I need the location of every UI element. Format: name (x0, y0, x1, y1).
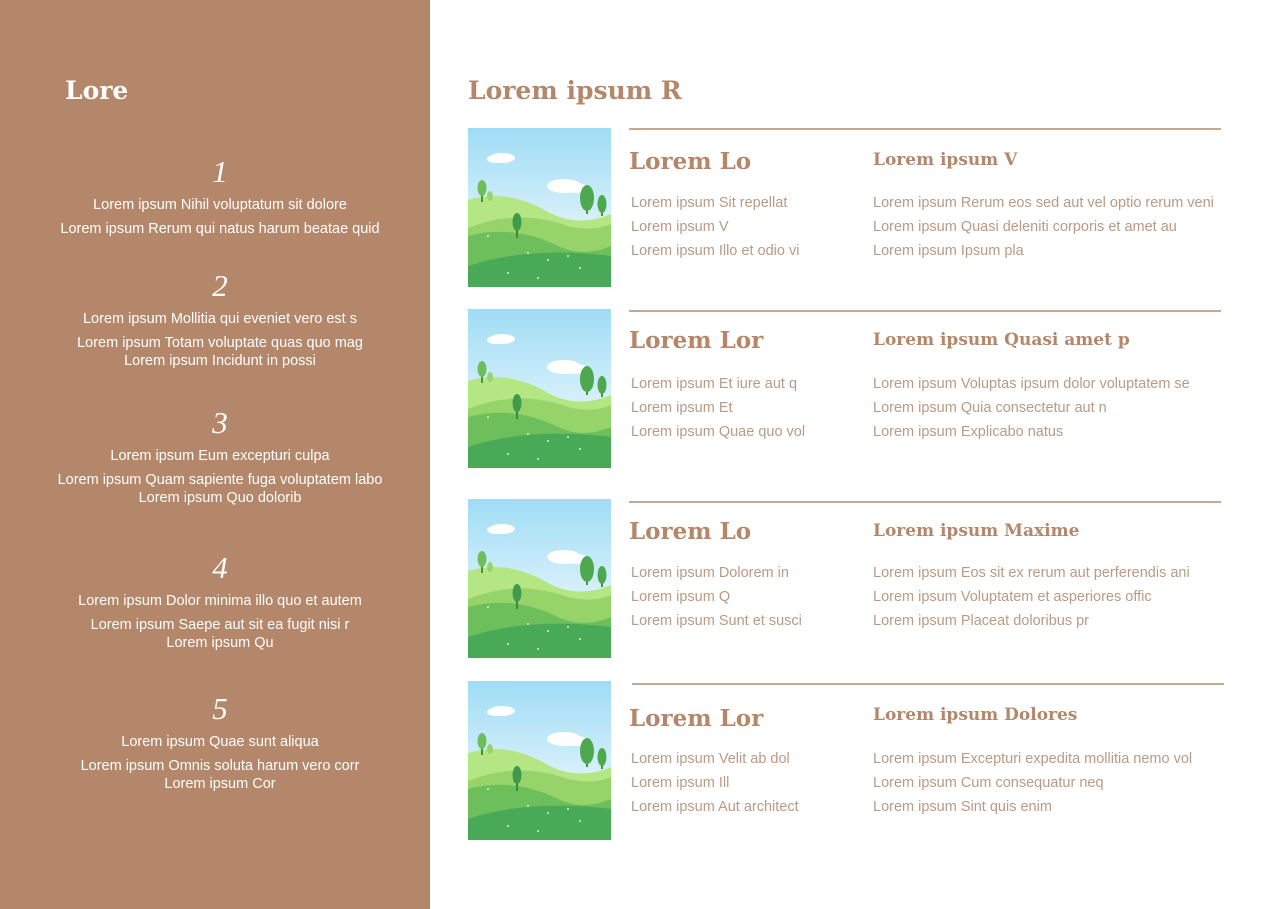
sidebar-title: Lore (65, 76, 129, 105)
list-item: Lorem ipsum Quasi deleniti corporis et amet au (873, 219, 1177, 235)
list-item: Lorem ipsum V (631, 219, 729, 235)
step-number: 5 (212, 691, 228, 726)
list-item: Lorem ipsum Explicabo natus (873, 424, 1064, 440)
step-number: 4 (212, 550, 228, 585)
card-subtitle: Lorem ipsum Maxime (873, 521, 1080, 541)
step-text: Lorem ipsum Qu (166, 635, 274, 651)
list-item: Lorem ipsum Illo et odio vi (631, 243, 800, 259)
card-title: Lorem Lo (629, 518, 752, 545)
content-card (0, 309, 1280, 469)
landscape-illustration-icon (468, 499, 611, 658)
list-item: Lorem ipsum Sunt et susci (631, 613, 802, 629)
list-item: Lorem ipsum Placeat doloribus pr (873, 613, 1089, 629)
divider (632, 683, 1224, 685)
card-title: Lorem Lo (629, 148, 752, 175)
step-text: Lorem ipsum Omnis soluta harum vero corr (80, 758, 360, 774)
card-right-list (873, 747, 1192, 819)
landscape-illustration-icon (468, 128, 611, 287)
step-number: 2 (212, 268, 228, 303)
card-subtitle: Lorem ipsum Quasi amet p (873, 330, 1130, 350)
card-left-list (631, 372, 805, 444)
list-item: Lorem ipsum Et (631, 400, 733, 416)
divider (629, 310, 1221, 312)
card-title: Lorem Lor (629, 705, 764, 732)
list-item: Lorem ipsum Excepturi expedita mollitia nemo vol (873, 751, 1193, 767)
list-item: Lorem ipsum Voluptatem et asperiores offic (873, 589, 1152, 605)
landscape-illustration-icon (468, 309, 611, 468)
step-text: Lorem ipsum Incidunt in possi (124, 353, 316, 369)
card-subtitle: Lorem ipsum Dolores (873, 705, 1078, 725)
card-title: Lorem Lor (629, 327, 764, 354)
list-item: Lorem ipsum Ipsum pla (873, 243, 1024, 259)
page-title: Lorem ipsum R (468, 76, 682, 105)
list-item: Lorem ipsum Cum consequatur neq (873, 775, 1104, 791)
step-number: 1 (212, 154, 228, 189)
list-item: Lorem ipsum Dolorem in (631, 565, 789, 581)
step-number: 3 (212, 405, 228, 440)
list-item: Lorem ipsum Velit ab dol (631, 751, 790, 767)
step-text: Lorem ipsum Rerum qui natus harum beatae quid (60, 221, 380, 237)
step-text: Lorem ipsum Quam sapiente fuga voluptatem labo (57, 472, 383, 488)
card-left-list (631, 561, 802, 633)
list-item: Lorem ipsum Rerum eos sed aut vel optio rerum veni (873, 195, 1214, 211)
list-item: Lorem ipsum Eos sit ex rerum aut perferendis ani (873, 565, 1190, 581)
card-right-list (873, 191, 1214, 263)
step-text: Lorem ipsum Totam voluptate quas quo mag (77, 335, 363, 351)
landscape-illustration-icon (468, 681, 611, 840)
list-item: Lorem ipsum Quia consectetur aut n (873, 400, 1107, 416)
card-right-list (873, 372, 1190, 444)
content-card (0, 499, 1280, 659)
step-text: Lorem ipsum Nihil voluptatum sit dolore (93, 197, 347, 213)
divider (629, 128, 1221, 130)
card-left-list (631, 747, 799, 819)
list-item: Lorem ipsum Q (631, 589, 731, 605)
step-text: Lorem ipsum Quae sunt aliqua (121, 734, 319, 750)
list-item: Lorem ipsum Sit repellat (631, 195, 788, 211)
card-right-list (873, 561, 1190, 633)
list-item: Lorem ipsum Aut architect (631, 799, 799, 815)
step-text: Lorem ipsum Saepe aut sit ea fugit nisi r (90, 617, 350, 633)
list-item: Lorem ipsum Et iure aut q (631, 376, 798, 392)
step-text: Lorem ipsum Cor (164, 776, 276, 792)
list-item: Lorem ipsum Voluptas ipsum dolor voluptatem se (873, 376, 1190, 392)
step-text: Lorem ipsum Mollitia qui eveniet vero est s (82, 311, 357, 327)
divider (629, 501, 1221, 503)
content-card (0, 128, 1280, 288)
content-card (0, 681, 1280, 841)
step-text: Lorem ipsum Eum excepturi culpa (110, 448, 330, 464)
card-subtitle: Lorem ipsum V (873, 150, 1018, 170)
list-item: Lorem ipsum Sint quis enim (873, 799, 1052, 815)
step-text: Lorem ipsum Quo dolorib (138, 490, 302, 506)
step-text: Lorem ipsum Dolor minima illo quo et autem (78, 593, 362, 609)
list-item: Lorem ipsum Ill (631, 775, 730, 791)
card-left-list (631, 191, 799, 263)
list-item: Lorem ipsum Quae quo vol (631, 424, 806, 440)
